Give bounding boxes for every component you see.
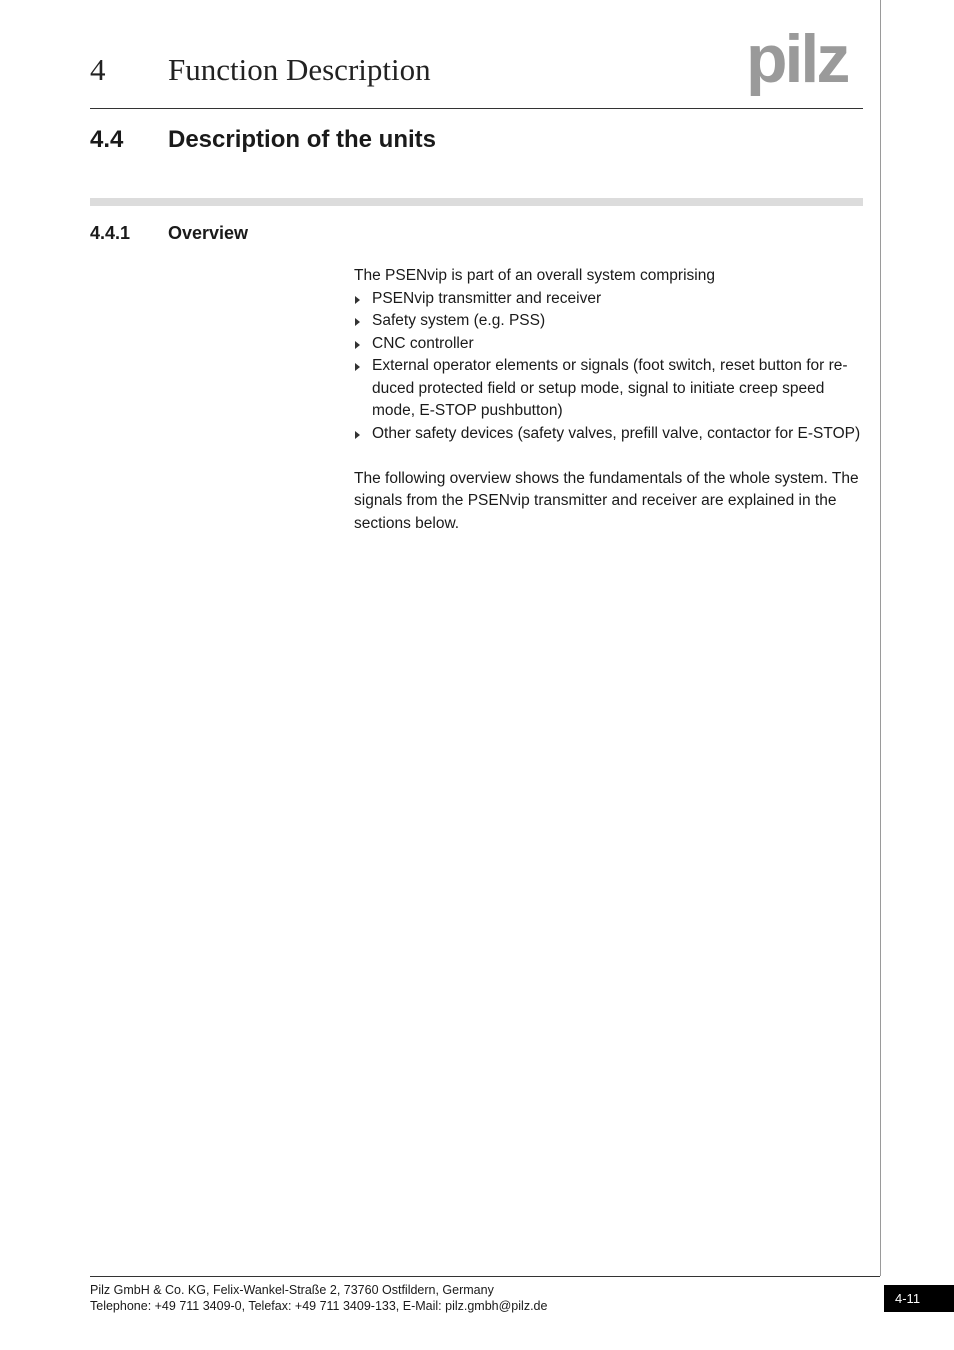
footer-address: Pilz GmbH & Co. KG, Felix-Wankel-Straße 2, 73760 Ostfildern, Germany [90, 1283, 494, 1297]
bullet-arrow-icon [355, 363, 360, 371]
section-number: 4.4 [90, 126, 124, 153]
section-title: Description of the units [168, 126, 437, 153]
overview-paragraph: The following overview shows the fundamentals of the whole system. The signals from the PSENvip transmitter and receiver are explained in the sections below. [354, 469, 859, 532]
list-item: Safety system (e.g. PSS) [354, 310, 864, 333]
svg-text:pilz: pilz [746, 26, 848, 96]
chapter-number: 4 [90, 52, 106, 87]
list-item: External operator elements or signals (foot switch, reset button for re-duced protected field or setup mode, signal to initiate creep speed mode, E-STOP pushbutton) [354, 355, 864, 423]
footer-rule [90, 1276, 880, 1277]
header-rule [90, 108, 863, 109]
pilz-logo [746, 26, 866, 96]
components-list [354, 288, 864, 446]
bullet-arrow-icon [355, 296, 360, 304]
list-item: Other safety devices (safety valves, prefill valve, contactor for E-STOP) [354, 423, 864, 446]
intro-text: The PSENvip is part of an overall system comprising [354, 267, 715, 284]
list-item: PSENvip transmitter and receiver [354, 288, 864, 311]
section-divider-bar [90, 198, 863, 206]
page-edge-rule [880, 0, 881, 1276]
subsection-title: Overview [168, 223, 249, 243]
subsection-number: 4.4.1 [90, 223, 131, 243]
body-content [354, 265, 864, 535]
list-item: CNC controller [354, 333, 864, 356]
bullet-arrow-icon [355, 431, 360, 439]
bullet-arrow-icon [355, 341, 360, 349]
page-number: 4-11 [884, 1285, 954, 1312]
footer-contact: Telephone: +49 711 3409-0, Telefax: +49 711 3409-133, E-Mail: pilz.gmbh@pilz.de [90, 1299, 548, 1313]
bullet-arrow-icon [355, 318, 360, 326]
paragraph-spacer [354, 445, 864, 468]
chapter-title: Function Description [168, 52, 431, 87]
